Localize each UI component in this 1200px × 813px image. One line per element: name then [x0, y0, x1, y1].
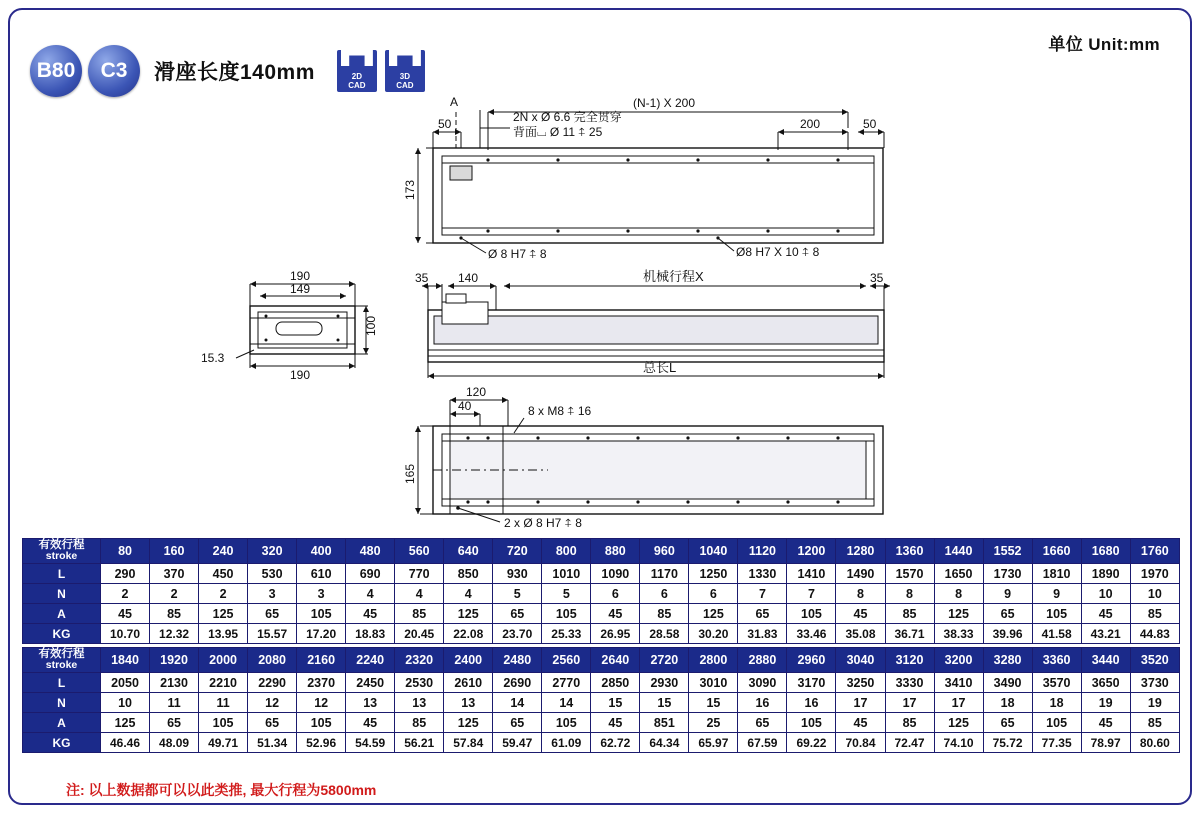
cell: 160: [150, 539, 199, 564]
cell: 2450: [346, 673, 395, 693]
cad-3d-glyph: [389, 50, 421, 66]
cell: 65: [150, 713, 199, 733]
cell: 930: [493, 564, 542, 584]
dim-15-3: 15.3: [201, 351, 225, 365]
cad-2d-line2: CAD: [348, 81, 366, 90]
table-row-A-2: [23, 713, 1180, 733]
cell: 70.84: [836, 733, 885, 753]
cell: 18.83: [346, 624, 395, 644]
header-stroke-2: 有效行程 stroke: [23, 648, 101, 673]
cell: 35.08: [836, 624, 885, 644]
cell: 43.21: [1081, 624, 1130, 644]
cell: 12.32: [150, 624, 199, 644]
cell: 85: [1130, 713, 1179, 733]
dim-190-top: 190: [290, 269, 311, 283]
cell: 3: [248, 584, 297, 604]
row-label-n: N: [23, 693, 101, 713]
cell: 125: [199, 604, 248, 624]
cell: 13.95: [199, 624, 248, 644]
cell: 3200: [934, 648, 983, 673]
cell: 33.46: [787, 624, 836, 644]
dim-190-bottom: 190: [290, 368, 311, 382]
footnote: 注: 以上数据都可以以此类推, 最大行程为5800mm: [66, 782, 377, 798]
cell: 2930: [640, 673, 689, 693]
cell: 2050: [101, 673, 150, 693]
cad-download-group: [329, 50, 425, 92]
table-row-KG-1: [23, 624, 1180, 644]
cell: 1200: [787, 539, 836, 564]
cell: 105: [787, 713, 836, 733]
cell: 17.20: [297, 624, 346, 644]
cell: 2640: [591, 648, 640, 673]
row-label-kg: KG: [23, 624, 101, 644]
cell: 11: [150, 693, 199, 713]
note-back-counterbore: 背面⌴ Ø 11 ⍏ 25: [513, 125, 603, 139]
cell: 16: [787, 693, 836, 713]
cell: 64.34: [640, 733, 689, 753]
cad-3d-line1: 3D: [399, 72, 410, 81]
cell: 6: [689, 584, 738, 604]
cell: 10: [101, 693, 150, 713]
cell: 1810: [1032, 564, 1081, 584]
cell: 17: [934, 693, 983, 713]
dim-35-left: 35: [415, 271, 429, 285]
table-row-KG-2: [23, 733, 1180, 753]
cell: 67.59: [738, 733, 787, 753]
cell: 2960: [787, 648, 836, 673]
cell: 46.46: [101, 733, 150, 753]
note-through-holes: 2N x Ø 6.6 完全贯穿: [513, 110, 622, 124]
cell: 22.08: [444, 624, 493, 644]
cell: 800: [542, 539, 591, 564]
cell: 690: [346, 564, 395, 584]
cell: 78.97: [1081, 733, 1130, 753]
row-label-kg: KG: [23, 733, 101, 753]
cell: 880: [591, 539, 640, 564]
cell: 2880: [738, 648, 787, 673]
cell: 2610: [444, 673, 493, 693]
cell: 480: [346, 539, 395, 564]
cell: 17: [885, 693, 934, 713]
cell: 85: [885, 604, 934, 624]
cell: 8: [885, 584, 934, 604]
cell: 3440: [1081, 648, 1130, 673]
cell: 14: [542, 693, 591, 713]
badge-model-b80: B80: [30, 45, 82, 97]
cell: 1730: [983, 564, 1032, 584]
cell: 15.57: [248, 624, 297, 644]
cell: 2720: [640, 648, 689, 673]
cell: 4: [346, 584, 395, 604]
cell: 2480: [493, 648, 542, 673]
table-row-stroke-1: [23, 539, 1180, 564]
cell: 400: [297, 539, 346, 564]
cell: 2370: [297, 673, 346, 693]
cell: 85: [885, 713, 934, 733]
table-row-N-2: [23, 693, 1180, 713]
cell: 1120: [738, 539, 787, 564]
cell: 75.72: [983, 733, 1032, 753]
cell: 770: [395, 564, 444, 584]
cell: 56.21: [395, 733, 444, 753]
cell: 51.34: [248, 733, 297, 753]
cell: 1552: [983, 539, 1032, 564]
cell: 2320: [395, 648, 444, 673]
note-bottom-pins: 2 x Ø 8 H7 ⍏ 8: [504, 516, 582, 528]
cell: 1090: [591, 564, 640, 584]
cell: 1280: [836, 539, 885, 564]
cell: 1570: [885, 564, 934, 584]
cell: 19: [1130, 693, 1179, 713]
cell: 125: [444, 604, 493, 624]
cell: 4: [395, 584, 444, 604]
cell: 48.09: [150, 733, 199, 753]
cell: 2400: [444, 648, 493, 673]
cell: 2000: [199, 648, 248, 673]
cell: 560: [395, 539, 444, 564]
cell: 2160: [297, 648, 346, 673]
badge-model-c3: C3: [88, 45, 140, 97]
cell: 28.58: [640, 624, 689, 644]
cell: 25: [689, 713, 738, 733]
cell: 72.47: [885, 733, 934, 753]
cell: 7: [787, 584, 836, 604]
cell: 1920: [150, 648, 199, 673]
label-total-length: 总长L: [643, 360, 677, 375]
cell: 3170: [787, 673, 836, 693]
cell: 13: [395, 693, 444, 713]
cell: 1650: [934, 564, 983, 584]
cell: 2850: [591, 673, 640, 693]
cell: 11: [199, 693, 248, 713]
dim-165: 165: [403, 463, 417, 484]
cad-3d-icon[interactable]: [385, 50, 425, 92]
cell: 1970: [1130, 564, 1179, 584]
cell: 450: [199, 564, 248, 584]
cell: 2210: [199, 673, 248, 693]
cell: 1360: [885, 539, 934, 564]
cell: 2240: [346, 648, 395, 673]
cell: 5: [493, 584, 542, 604]
dim-120: 120: [466, 385, 487, 399]
cell: 10.70: [101, 624, 150, 644]
dim-149: 149: [290, 282, 311, 296]
drawing-svg: [18, 88, 1178, 528]
cell: 9: [1032, 584, 1081, 604]
cell: 125: [101, 713, 150, 733]
cell: 45: [1081, 713, 1130, 733]
cell: 5: [542, 584, 591, 604]
cell: 1840: [101, 648, 150, 673]
cell: 12: [248, 693, 297, 713]
cell: 65: [493, 713, 542, 733]
cell: 18: [983, 693, 1032, 713]
cell: 74.10: [934, 733, 983, 753]
note-pin-right: Ø8 H7 X 10 ⍏ 8: [736, 245, 820, 259]
cell: 2770: [542, 673, 591, 693]
dim-50-left: 50: [438, 117, 452, 131]
dim-173: 173: [403, 179, 417, 200]
cad-3d-line2: CAD: [396, 81, 414, 90]
cell: 3040: [836, 648, 885, 673]
cell: 3: [297, 584, 346, 604]
cell: 45: [591, 713, 640, 733]
cell: 1890: [1081, 564, 1130, 584]
dim-140: 140: [458, 271, 479, 285]
table-row-L-2: [23, 673, 1180, 693]
cell: 1040: [689, 539, 738, 564]
cell: 45: [1081, 604, 1130, 624]
cell: 36.71: [885, 624, 934, 644]
cell: 65: [983, 713, 1032, 733]
cell: 13: [346, 693, 395, 713]
cell: 1010: [542, 564, 591, 584]
cell: 45: [836, 604, 885, 624]
cell: 1490: [836, 564, 885, 584]
cell: 26.95: [591, 624, 640, 644]
cell: 69.22: [787, 733, 836, 753]
cell: 44.83: [1130, 624, 1179, 644]
cell: 3280: [983, 648, 1032, 673]
cell: 720: [493, 539, 542, 564]
cell: 530: [248, 564, 297, 584]
cell: 20.45: [395, 624, 444, 644]
spec-table-block2: [22, 647, 1180, 753]
cell: 610: [297, 564, 346, 584]
cell: 2690: [493, 673, 542, 693]
header-stroke-1: 有效行程 stroke: [23, 539, 101, 564]
cell: 7: [738, 584, 787, 604]
cell: 3010: [689, 673, 738, 693]
cell: 65: [738, 713, 787, 733]
cell: 85: [395, 604, 444, 624]
cell: 105: [297, 713, 346, 733]
cell: 61.09: [542, 733, 591, 753]
cell: 125: [934, 604, 983, 624]
cell: 3250: [836, 673, 885, 693]
cell: 65: [248, 713, 297, 733]
cell: 1760: [1130, 539, 1179, 564]
cell: 240: [199, 539, 248, 564]
page-title: 滑座长度140mm: [154, 61, 315, 84]
cell: 105: [1032, 713, 1081, 733]
cell: 10: [1081, 584, 1130, 604]
table-row-N-1: [23, 584, 1180, 604]
cell: 850: [444, 564, 493, 584]
cell: 105: [542, 604, 591, 624]
row-label-a: A: [23, 713, 101, 733]
cell: 2: [150, 584, 199, 604]
cell: 105: [787, 604, 836, 624]
cell: 105: [1032, 604, 1081, 624]
cell: 45: [101, 604, 150, 624]
cell: 23.70: [493, 624, 542, 644]
cell: 3650: [1081, 673, 1130, 693]
cell: 3330: [885, 673, 934, 693]
cell: 65.97: [689, 733, 738, 753]
label-section-a: A: [450, 95, 459, 109]
cell: 14: [493, 693, 542, 713]
dim-200: 200: [800, 117, 821, 131]
cell: 80: [101, 539, 150, 564]
cad-2d-glyph: [341, 50, 373, 66]
cell: 2530: [395, 673, 444, 693]
cell: 1440: [934, 539, 983, 564]
cell: 290: [101, 564, 150, 584]
cell: 3520: [1130, 648, 1179, 673]
cell: 85: [640, 604, 689, 624]
cad-2d-line1: 2D: [351, 72, 362, 81]
cell: 960: [640, 539, 689, 564]
cell: 2: [101, 584, 150, 604]
cell: 59.47: [493, 733, 542, 753]
cad-2d-icon[interactable]: [337, 50, 377, 92]
technical-drawing: [18, 88, 1178, 528]
cell: 45: [591, 604, 640, 624]
cell: 15: [689, 693, 738, 713]
cell: 19: [1081, 693, 1130, 713]
cell: 3490: [983, 673, 1032, 693]
unit-label: 单位 Unit:mm: [1048, 35, 1160, 54]
row-label-n: N: [23, 584, 101, 604]
cell: 2290: [248, 673, 297, 693]
cell: 6: [591, 584, 640, 604]
cell: 1250: [689, 564, 738, 584]
note-bolt-holes: 8 x M8 ⍏ 16: [528, 404, 592, 418]
cell: 3410: [934, 673, 983, 693]
cell: 54.59: [346, 733, 395, 753]
cell: 77.35: [1032, 733, 1081, 753]
cell: 15: [591, 693, 640, 713]
cell: 57.84: [444, 733, 493, 753]
cell: 65: [248, 604, 297, 624]
cell: 3120: [885, 648, 934, 673]
cell: 62.72: [591, 733, 640, 753]
row-label-l: L: [23, 564, 101, 584]
cell: 65: [738, 604, 787, 624]
cell: 3090: [738, 673, 787, 693]
cell: 1680: [1081, 539, 1130, 564]
cell: 3730: [1130, 673, 1179, 693]
cell: 8: [934, 584, 983, 604]
dim-35-right: 35: [870, 271, 884, 285]
cell: 85: [150, 604, 199, 624]
cell: 1330: [738, 564, 787, 584]
row-label-a: A: [23, 604, 101, 624]
cell: 1170: [640, 564, 689, 584]
cell: 45: [346, 713, 395, 733]
cell: 17: [836, 693, 885, 713]
dim-n1x200: (N-1) X 200: [633, 96, 696, 110]
spec-tables: [22, 538, 1180, 753]
cell: 80.60: [1130, 733, 1179, 753]
row-label-l: L: [23, 673, 101, 693]
cell: 105: [542, 713, 591, 733]
cell: 45: [346, 604, 395, 624]
cell: 1410: [787, 564, 836, 584]
dim-40: 40: [458, 399, 472, 413]
cell: 10: [1130, 584, 1179, 604]
cell: 2560: [542, 648, 591, 673]
cell: 18: [1032, 693, 1081, 713]
cell: 851: [640, 713, 689, 733]
label-mechanical-stroke: 机械行程X: [643, 269, 704, 284]
cell: 370: [150, 564, 199, 584]
table-row-A-1: [23, 604, 1180, 624]
cell: 125: [444, 713, 493, 733]
dim-100: 100: [364, 315, 378, 336]
cell: 25.33: [542, 624, 591, 644]
cell: 2130: [150, 673, 199, 693]
cell: 2: [199, 584, 248, 604]
cell: 38.33: [934, 624, 983, 644]
cell: 125: [689, 604, 738, 624]
cell: 640: [444, 539, 493, 564]
cell: 31.83: [738, 624, 787, 644]
dim-50-right: 50: [863, 117, 877, 131]
cell: 52.96: [297, 733, 346, 753]
cell: 2080: [248, 648, 297, 673]
cell: 105: [297, 604, 346, 624]
cell: 41.58: [1032, 624, 1081, 644]
cell: 6: [640, 584, 689, 604]
cell: 320: [248, 539, 297, 564]
cell: 65: [983, 604, 1032, 624]
table-row-stroke-2: [23, 648, 1180, 673]
cell: 16: [738, 693, 787, 713]
cell: 8: [836, 584, 885, 604]
cell: 3360: [1032, 648, 1081, 673]
cell: 125: [934, 713, 983, 733]
cell: 39.96: [983, 624, 1032, 644]
cell: 2800: [689, 648, 738, 673]
cell: 85: [395, 713, 444, 733]
cell: 12: [297, 693, 346, 713]
cell: 3570: [1032, 673, 1081, 693]
cell: 30.20: [689, 624, 738, 644]
cell: 1660: [1032, 539, 1081, 564]
spec-table-block1: [22, 538, 1180, 644]
cell: 9: [983, 584, 1032, 604]
note-pin-left: Ø 8 H7 ⍏ 8: [488, 247, 547, 261]
cell: 65: [493, 604, 542, 624]
cell: 13: [444, 693, 493, 713]
table-row-L-1: [23, 564, 1180, 584]
cell: 15: [640, 693, 689, 713]
cell: 105: [199, 713, 248, 733]
cell: 85: [1130, 604, 1179, 624]
cell: 45: [836, 713, 885, 733]
cell: 4: [444, 584, 493, 604]
cell: 49.71: [199, 733, 248, 753]
